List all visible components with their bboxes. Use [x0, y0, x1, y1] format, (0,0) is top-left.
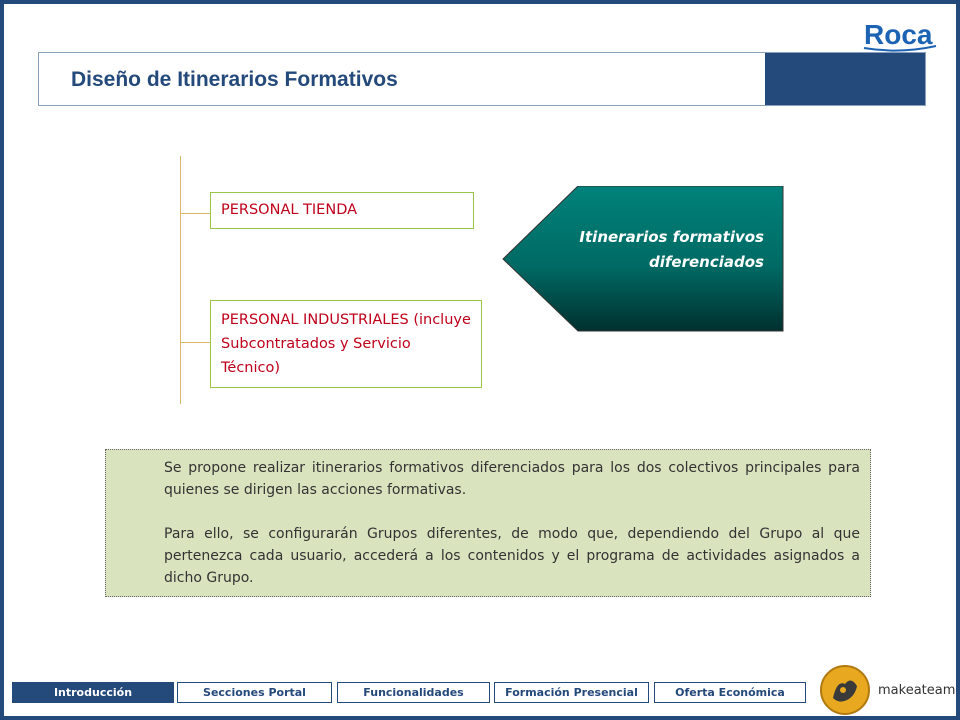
svg-text:Roca: Roca [864, 19, 933, 50]
nav-tab-oferta-economica[interactable]: Oferta Económica [654, 682, 806, 703]
arrow-label-line1: Itinerarios formativos [579, 228, 764, 246]
nav-tab-funcionalidades[interactable]: Funcionalidades [337, 682, 490, 703]
note-paragraph-1: Se propone realizar itinerarios formativos diferenciados para los dos colectivos principales para quienes se dirigen las acciones formativas. [164, 460, 860, 498]
makeateam-wordmark: makeateam [878, 683, 956, 698]
nav-tab-introduccion[interactable]: Introducción [12, 682, 174, 703]
explanation-note [105, 449, 871, 597]
makeateam-logo-icon [819, 664, 871, 716]
personal-industriales-box: PERSONAL INDUSTRIALES (incluye Subcontratados y Servicio Técnico) [210, 300, 482, 388]
arrow-label [560, 225, 764, 275]
nav-tab-formacion-presencial[interactable]: Formación Presencial [494, 682, 649, 703]
page-title: Diseño de Itinerarios Formativos [71, 68, 398, 91]
arrow-label-line2: diferenciados [649, 253, 764, 271]
nav-tab-secciones-portal[interactable]: Secciones Portal [177, 682, 332, 703]
connector-branch-tienda [180, 213, 210, 214]
connector-vertical-line [180, 156, 181, 404]
personal-tienda-box: PERSONAL TIENDA [210, 192, 474, 229]
note-paragraph-2: Para ello, se configurarán Grupos diferentes, de modo que, dependiendo del Grupo al que pertenezca cada usuario, accederá a los contenidos y el programa de actividades asignados a dicho Grupo. [164, 526, 860, 586]
title-accent-block [765, 53, 925, 105]
roca-logo-icon [862, 18, 938, 52]
title-bar [38, 52, 926, 106]
connector-branch-industriales [180, 342, 210, 343]
